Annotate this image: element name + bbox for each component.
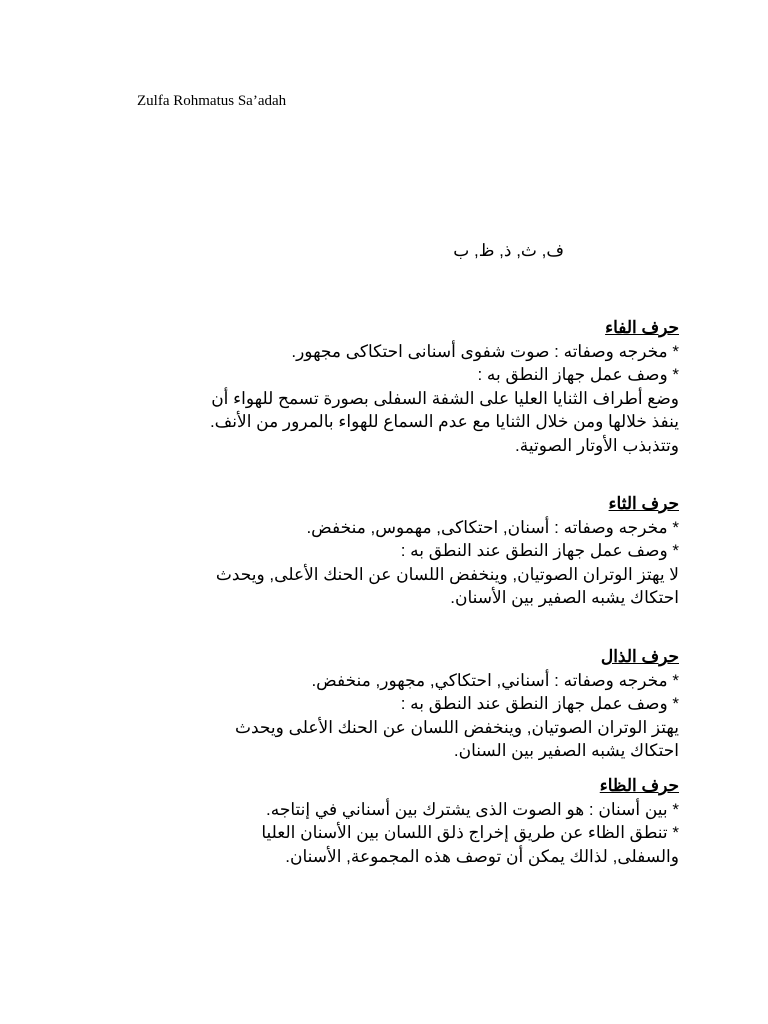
section-paragraph: يهتز الوتران الصوتيان, وينخفض اللسان عن الحنك الأعلى ويحدث احتكاك يشبه الصفير بين السنان.: [235, 717, 679, 760]
section-line: * مخرجه وصفاته : أسنان, احتكاكى, مهموس, منخفض.: [306, 517, 679, 537]
letters-list: ف, ث, ذ, ظ, ب: [453, 241, 564, 260]
section-zaa: [195, 774, 679, 868]
section-line: * بين أسنان : هو الصوت الذى يشترك بين أسناني في إنتاجه.: [266, 799, 679, 819]
section-heading: حرف الفاء: [605, 318, 679, 337]
section-line: * وصف عمل جهاز النطق عند النطق به :: [400, 541, 679, 560]
section-faa: [195, 316, 679, 457]
section-heading: حرف الظاء: [599, 776, 679, 795]
section-line: * وصف عمل جهاز النطق به :: [477, 365, 679, 384]
section-heading: حرف الذال: [600, 647, 679, 666]
section-thaa: [195, 492, 679, 610]
section-line: * وصف عمل جهاز النطق عند النطق به :: [400, 694, 679, 713]
section-heading: حرف الثاء: [608, 494, 679, 513]
section-line: * مخرجه وصفاته : أسناني, احتكاكي, مجهور, منخفض.: [311, 670, 679, 690]
section-paragraph: لا يهتز الوتران الصوتيان, وينخفض اللسان عن الحنك الأعلى, ويحدث احتكاك يشبه الصفير بين الأسنان.: [215, 564, 679, 607]
author-name: Zulfa Rohmatus Sa’adah: [137, 93, 287, 109]
section-dhal: [195, 645, 679, 763]
section-line: * مخرجه وصفاته : صوت شفوى أسنانى احتكاكى مجهور.: [291, 341, 679, 361]
section-paragraph: وضع أطراف الثنايا العليا على الشفة السفلى بصورة تسمح للهواء أن ينفذ خلالها ومن خلال الثنايا مع عدم السماع للهواء بالمرور من الأنف. وتتذبذب الأوتار الصوتية.: [209, 388, 679, 455]
section-paragraph: * تنطق الظاء عن طريق إخراج ذلق اللسان بين الأسنان العليا والسفلى, لذالك يمكن أن توصف هذه المجموعة, الأسنان.: [261, 823, 679, 866]
